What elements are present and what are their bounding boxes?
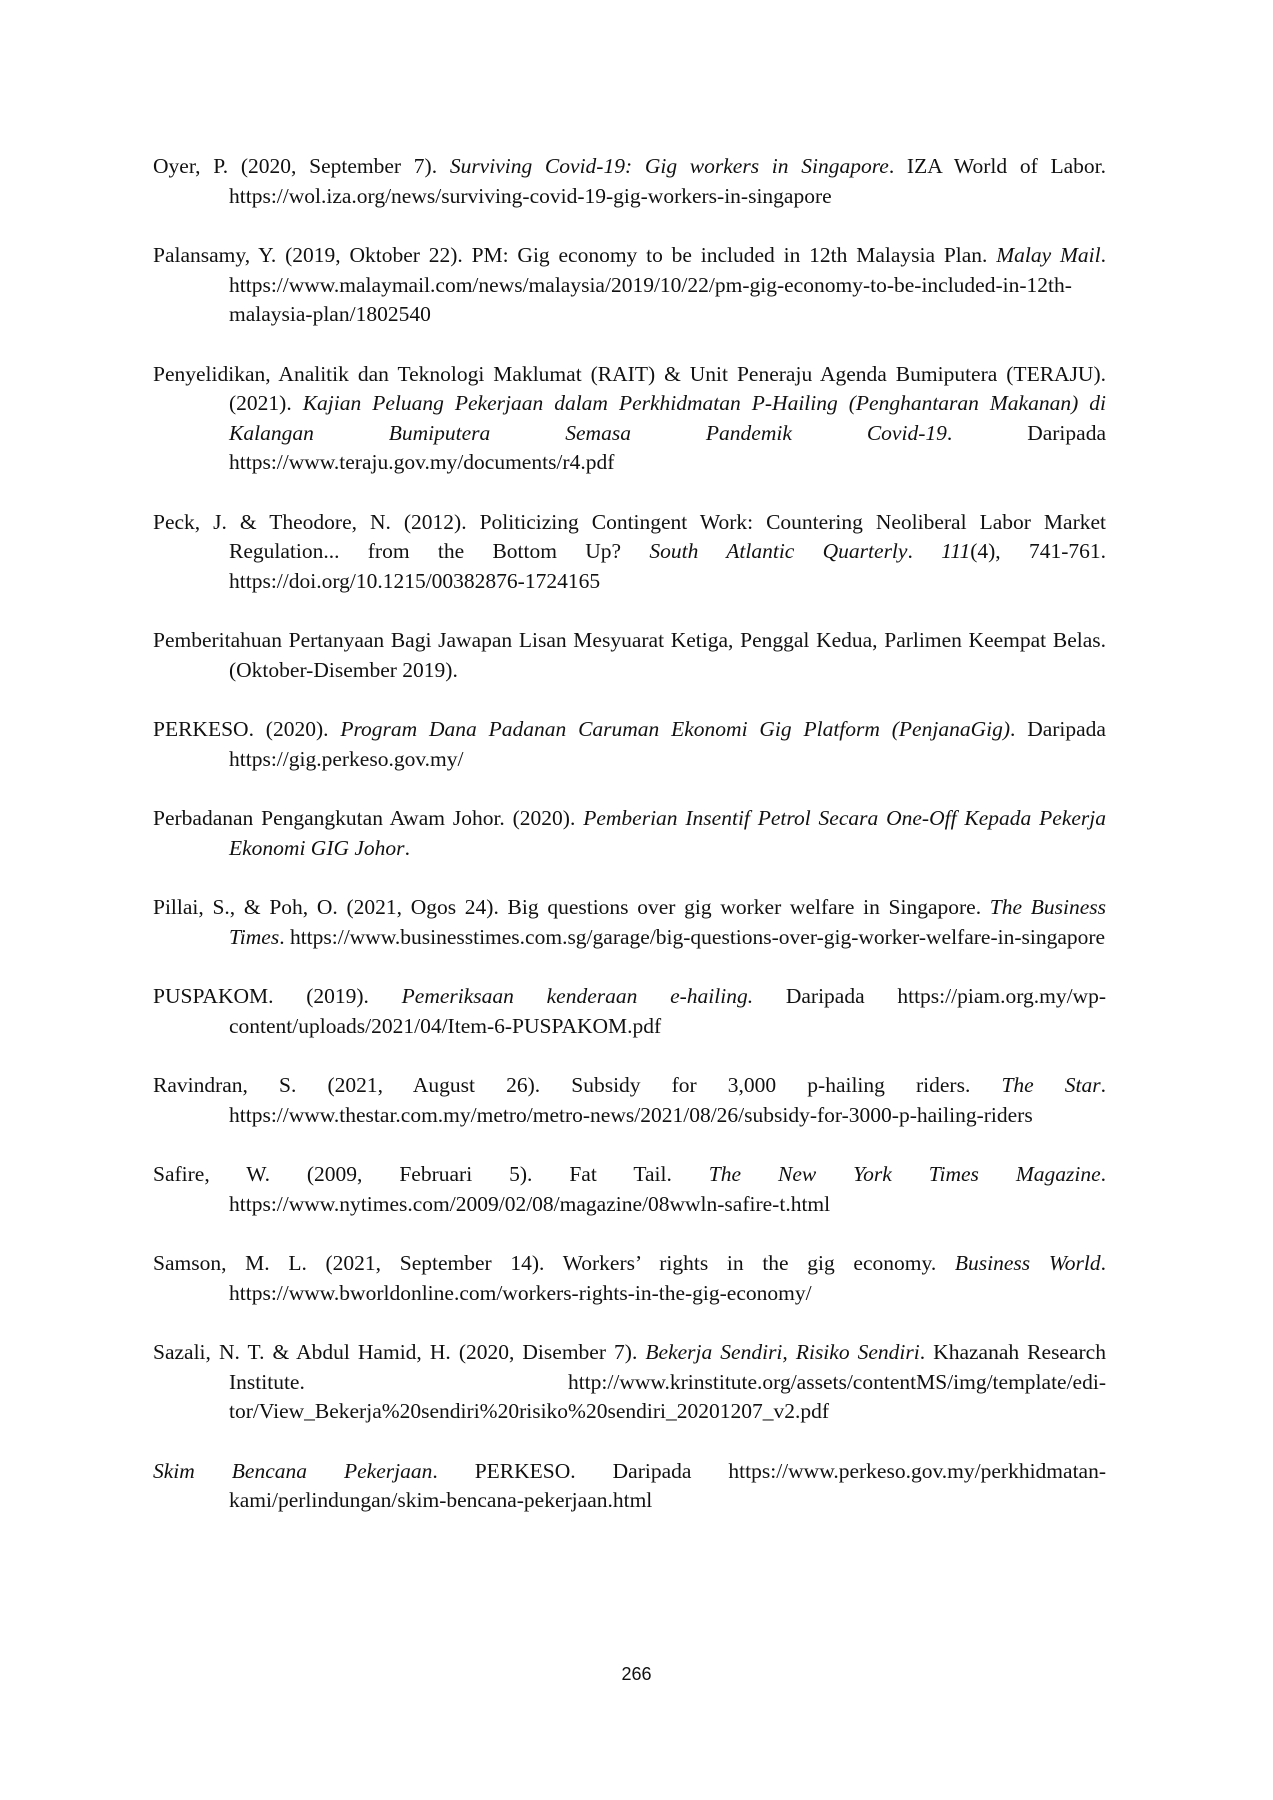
reference-entry bbox=[153, 893, 1106, 952]
reference-entry bbox=[153, 241, 1106, 330]
reference-text: Oyer, P. (2020, September 7). bbox=[153, 154, 450, 178]
reference-text: Daripada https://piam.org.my/wp-content/uploads/2021/04/Item-6-PUSPAKOM.pdf bbox=[229, 984, 1106, 1038]
reference-text: PUSPAKOM. (2019). bbox=[153, 984, 402, 1008]
reference-text: Penyelidikan, Analitik dan Teknologi Maklumat (RAIT) & Unit Peneraju Agenda Bumiputera (TERAJU). (2021). bbox=[153, 361, 1106, 415]
reference-italic-text: Business World bbox=[954, 1251, 1101, 1275]
reference-entry bbox=[153, 508, 1106, 597]
reference-text: Perbadanan Pengangkutan Awam Johor. (2020). bbox=[153, 806, 584, 830]
reference-entry bbox=[153, 1160, 1106, 1219]
reference-text: Pillai, S., & Poh, O. (2021, Ogos 24). Big questions over gig worker welfare in Singapore. bbox=[153, 895, 990, 919]
reference-text: . https://www.thestar.com.my/metro/metro-news/2021/08/26/subsidy-for-3000-p-hailing-riders bbox=[229, 1073, 1106, 1127]
reference-text: Ravindran, S. (2021, August 26). Subsidy for 3,000 p-hailing riders. bbox=[153, 1073, 1002, 1097]
reference-text: (4), 741-761. https://doi.org/10.1215/00382876-1724165 bbox=[229, 539, 1106, 593]
reference-italic-text: Malay Mail bbox=[996, 243, 1101, 267]
reference-text: PERKESO. (2020). bbox=[153, 717, 341, 741]
reference-text: . PERKESO. Daripada https://www.perkeso.gov.my/perkhidmatan-kami/perlindungan/skim-bencana-pekerjaan.html bbox=[229, 1458, 1106, 1512]
reference-text: . bbox=[907, 539, 942, 563]
reference-italic-text: Pemberian Insentif Petrol Secara One-Off Kepada Pekerja Ekonomi GIG Johor bbox=[229, 806, 1106, 860]
reference-text: . Khazanah Research Institute. http://www.krinstitute.org/assets/contentMS/img/template/editor/View_Bekerja%20sendiri%20risiko%20sendiri_20201207_v2.pdf bbox=[229, 1340, 1106, 1423]
reference-text: Samson, M. L. (2021, September 14). Workers’ rights in the gig economy. bbox=[153, 1251, 955, 1275]
reference-list bbox=[153, 152, 1106, 1546]
reference-text: . IZA World of Labor. https://wol.iza.org/news/surviving-covid-19-gig-workers-in-singapore bbox=[229, 154, 1106, 208]
page-number: 266 bbox=[621, 1664, 652, 1684]
reference-text: . bbox=[404, 835, 410, 860]
reference-text: . https://www.bworldonline.com/workers-rights-in-the-gig-economy/ bbox=[229, 1251, 1106, 1305]
reference-entry bbox=[153, 715, 1106, 774]
reference-entry bbox=[153, 360, 1106, 478]
reference-italic-text: Pemeriksaan kenderaan e-hailing. bbox=[401, 984, 754, 1008]
reference-text: Peck, J. & Theodore, N. (2012). Politicizing Contingent Work: Countering Neoliberal Labor Market Regulation... from the Bottom Up? bbox=[153, 509, 1106, 563]
reference-italic-text: Bekerja Sendiri, Risiko Sendiri bbox=[645, 1340, 920, 1364]
reference-italic-text: The Business Times bbox=[229, 895, 1106, 949]
reference-entry bbox=[153, 982, 1106, 1041]
reference-italic-text: South Atlantic Quarterly bbox=[649, 539, 908, 563]
reference-italic-text: Kajian Peluang Pekerjaan dalam Perkhidmatan P-Hailing (Penghantaran Makanan) di Kalangan Bumiputera Semasa Pandemik Covid-19 bbox=[229, 391, 1106, 445]
reference-text: . https://www.nytimes.com/2009/02/08/magazine/08wwln-safire-t.html bbox=[229, 1162, 1106, 1216]
reference-entry bbox=[153, 804, 1106, 863]
reference-text: Sazali, N. T. & Abdul Hamid, H. (2020, Disember 7). bbox=[153, 1340, 646, 1364]
reference-text: . Daripada https://www.teraju.gov.my/documents/r4.pdf bbox=[229, 420, 1106, 474]
reference-entry bbox=[153, 1338, 1106, 1427]
reference-entry bbox=[153, 1071, 1106, 1130]
reference-italic-text: Program Dana Padanan Caruman Ekonomi Gig Platform (PenjanaGig) bbox=[340, 717, 1010, 741]
reference-text: Safire, W. (2009, Februari 5). Fat Tail. bbox=[153, 1162, 709, 1186]
reference-italic-text: The Star bbox=[1001, 1073, 1101, 1097]
reference-italic-text: Surviving Covid-19: Gig workers in Singapore bbox=[449, 154, 889, 178]
reference-entry bbox=[153, 152, 1106, 211]
reference-text: Pemberitahuan Pertanyaan Bagi Jawapan Lisan Mesyuarat Ketiga, Penggal Kedua, Parlimen Keempat Belas. (Oktober-Disember 2019). bbox=[153, 628, 1106, 682]
reference-text: . https://www.businesstimes.com.sg/garage/big-questions-over-gig-worker-welfare-in-singapore bbox=[279, 924, 1106, 949]
reference-entry bbox=[153, 1249, 1106, 1308]
reference-text: . https://www.malaymail.com/news/malaysia/2019/10/22/pm-gig-economy-to-be-included-in-12th-malaysia-plan/1802540 bbox=[229, 243, 1106, 326]
reference-italic-text: The New York Times Magazine bbox=[708, 1162, 1101, 1186]
reference-entry bbox=[153, 626, 1106, 685]
reference-text: Palansamy, Y. (2019, Oktober 22). PM: Gig economy to be included in 12th Malaysia Plan. bbox=[153, 243, 997, 267]
reference-text: . Daripada https://gig.perkeso.gov.my/ bbox=[229, 717, 1106, 771]
reference-italic-text: Skim Bencana Pekerjaan bbox=[153, 1458, 433, 1483]
reference-italic-text: 111 bbox=[941, 539, 971, 563]
reference-entry bbox=[153, 1457, 1106, 1516]
